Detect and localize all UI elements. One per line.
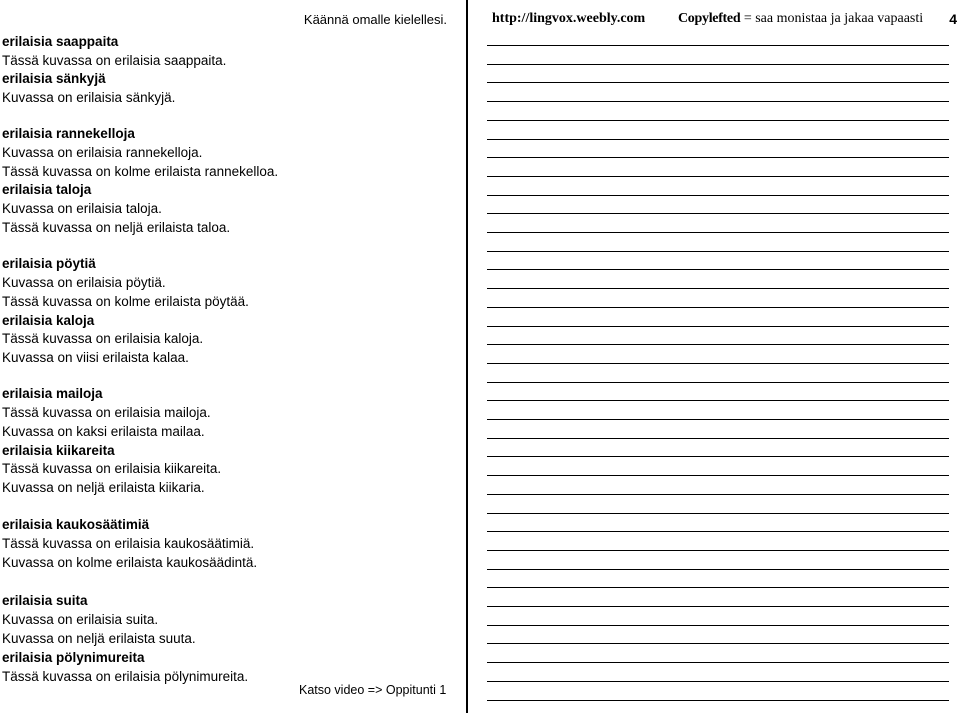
answer-line [487, 326, 949, 327]
answer-line [487, 157, 949, 158]
site-url: http://lingvox.weebly.com [492, 11, 646, 26]
sentence-line: Kuvassa on kolme erilaista kaukosäädintä. [2, 555, 258, 570]
copyleft-notice [678, 11, 923, 27]
answer-line [487, 45, 949, 46]
sentence-line: Tässä kuvassa on erilaisia kiikareita. [2, 461, 222, 476]
answer-line [487, 475, 949, 476]
sentence-line: Kuvassa on kaksi erilaista mailaa. [2, 424, 205, 439]
page-number: 4 [949, 11, 957, 27]
answer-line [487, 550, 949, 551]
answer-line [487, 438, 949, 439]
sentence-line: Kuvassa on viisi erilaista kalaa. [2, 350, 189, 365]
answer-line [487, 606, 949, 607]
section-heading: erilaisia kaloja [2, 313, 95, 328]
answer-line [487, 232, 949, 233]
answer-line [487, 700, 949, 701]
answer-line [487, 513, 949, 514]
answer-line [487, 456, 949, 457]
copylefted-label: Copylefted [678, 11, 741, 26]
section-heading: erilaisia pöytiä [2, 256, 96, 271]
sentence-line: Kuvassa on erilaisia taloja. [2, 201, 162, 216]
section-heading: erilaisia sänkyjä [2, 71, 106, 86]
answer-line [487, 643, 949, 644]
answer-line [487, 120, 949, 121]
answer-line [487, 213, 949, 214]
sentence-line: Tässä kuvassa on erilaisia mailoja. [2, 405, 211, 420]
section-heading: erilaisia kaukosäätimiä [2, 517, 150, 532]
page-header [492, 11, 959, 27]
answer-line [487, 307, 949, 308]
section-heading: erilaisia saappaita [2, 34, 119, 49]
answer-line [487, 139, 949, 140]
section-heading: erilaisia suita [2, 593, 88, 608]
sentence-line: Kuvassa on erilaisia suita. [2, 612, 159, 627]
answer-line [487, 176, 949, 177]
instruction-text: Käännä omalle kielellesi. [303, 12, 447, 27]
column-divider [466, 0, 468, 713]
section-heading: erilaisia mailoja [2, 386, 103, 401]
sentence-line: Tässä kuvassa on kolme erilaista rannekelloa. [2, 164, 279, 179]
answer-line [487, 419, 949, 420]
sentence-line: Tässä kuvassa on kolme erilaista pöytää. [2, 294, 249, 309]
section-heading: erilaisia taloja [2, 182, 92, 197]
answer-line [487, 344, 949, 345]
answer-line [487, 681, 949, 682]
answer-line [487, 101, 949, 102]
answer-line [487, 269, 949, 270]
answer-line [487, 382, 949, 383]
answer-line [487, 494, 949, 495]
sentence-line: Tässä kuvassa on erilaisia saappaita. [2, 53, 227, 68]
sentence-line: Kuvassa on erilaisia sänkyjä. [2, 90, 176, 105]
sentence-line: Kuvassa on erilaisia pöytiä. [2, 275, 166, 290]
answer-line [487, 363, 949, 364]
answer-line [487, 288, 949, 289]
answer-line [487, 531, 949, 532]
section-heading: erilaisia pölynimureita [2, 650, 145, 665]
answer-line [487, 82, 949, 83]
video-link-text: Katso video => Oppitunti 1 [299, 683, 447, 697]
answer-line [487, 625, 949, 626]
sentence-line: Kuvassa on neljä erilaista suuta. [2, 631, 196, 646]
sentence-line: Tässä kuvassa on erilaisia kaukosäätimiä. [2, 536, 255, 551]
sentence-line: Kuvassa on erilaisia rannekelloja. [2, 145, 203, 160]
answer-line [487, 195, 949, 196]
answer-line [487, 251, 949, 252]
sentence-line: Kuvassa on neljä erilaista kiikaria. [2, 480, 205, 495]
answer-line [487, 400, 949, 401]
sentence-line: Tässä kuvassa on erilaisia pölynimureita. [2, 669, 249, 684]
section-heading: erilaisia rannekelloja [2, 126, 135, 141]
section-heading: erilaisia kiikareita [2, 443, 115, 458]
sentence-line: Tässä kuvassa on erilaisia kaloja. [2, 331, 204, 346]
sentence-line: Tässä kuvassa on neljä erilaista taloa. [2, 220, 231, 235]
copyleft-text: = saa monistaa ja jakaa vapaasti [740, 11, 924, 26]
answer-line [487, 587, 949, 588]
answer-line [487, 64, 949, 65]
answer-line [487, 569, 949, 570]
answer-line [487, 662, 949, 663]
